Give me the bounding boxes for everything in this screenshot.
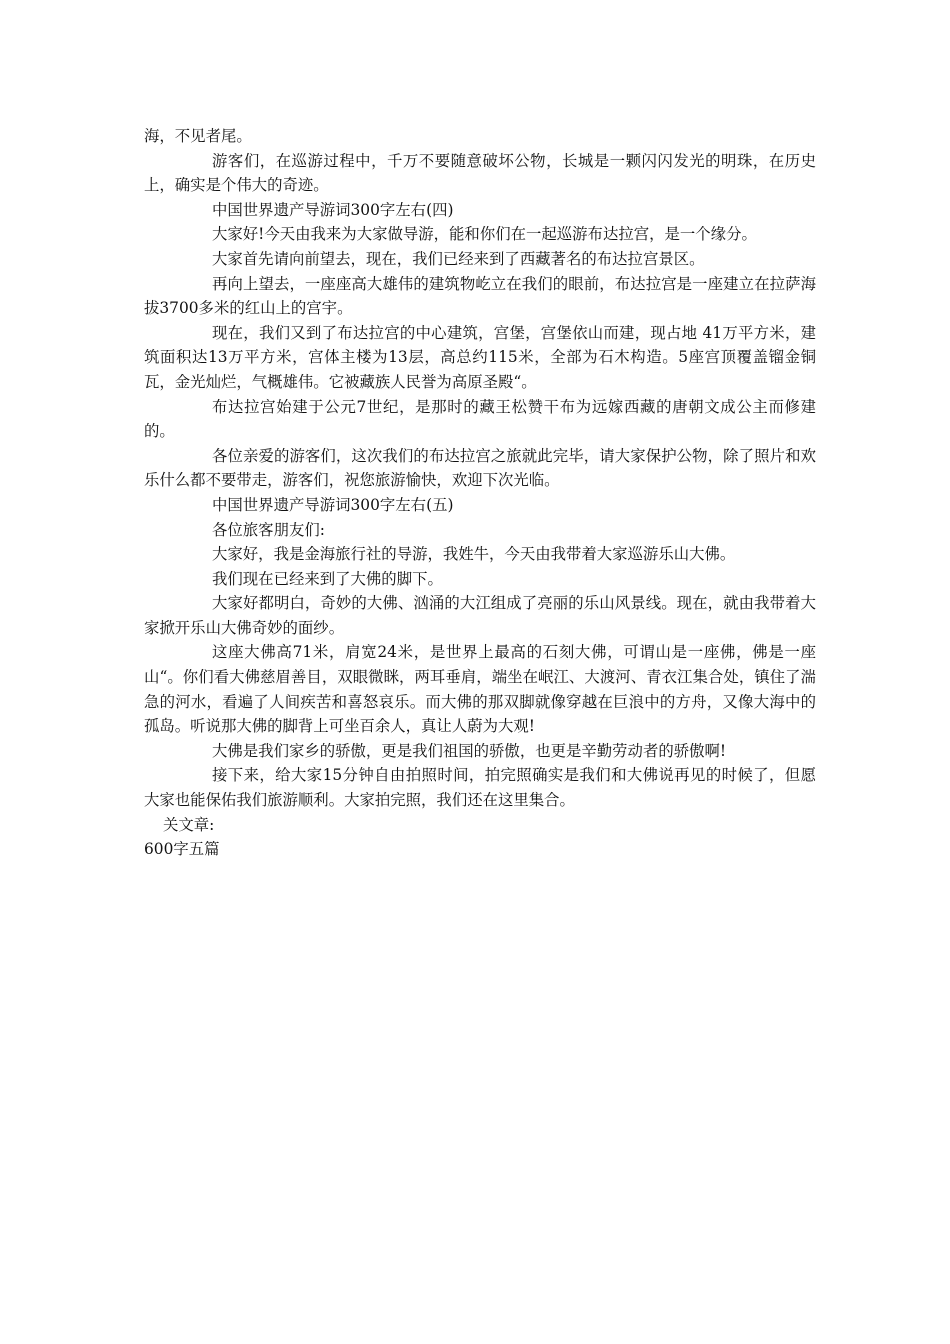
related-articles-label: 关文章:	[163, 815, 215, 834]
paragraph: 游客们，在巡游过程中，千万不要随意破坏公物，长城是一颗闪闪发光的明珠，在历史上，确实是个伟大的奇迹。	[144, 151, 816, 195]
paragraph: 大家好!今天由我来为大家做导游，能和你们在一起巡游布达拉宫，是一个缘分。	[212, 225, 757, 244]
section-heading: 中国世界遗产导游词300字左右(四)	[212, 200, 454, 219]
paragraph: 现在，我们又到了布达拉宫的中心建筑，宫堡，宫堡依山而建，现占地 41万平方米，建筑面积达13万平方米，宫体主楼为13层，高总约115米，全部为石木构造。5座宫顶覆盖镏金铜瓦，金光灿烂，气概雄伟。它被藏族人民誉为高原圣殿“。	[144, 323, 816, 391]
paragraph: 海，不见者尾。	[144, 127, 252, 145]
paragraph: 各位亲爱的游客们，这次我们的布达拉宫之旅就此完毕，请大家保护公物，除了照片和欢乐什么都不要带走，游客们，祝您旅游愉快，欢迎下次光临。	[144, 446, 816, 490]
related-article-link[interactable]: 600字五篇	[144, 840, 220, 859]
paragraph: 大家好都明白，奇妙的大佛、汹涌的大江组成了亮丽的乐山风景线。现在，就由我带着大家掀开乐山大佛奇妙的面纱。	[144, 594, 816, 637]
paragraph: 大佛是我们家乡的骄傲，更是我们祖国的骄傲，也更是辛勤劳动者的骄傲啊!	[212, 741, 727, 760]
paragraph: 接下来，给大家15分钟自由拍照时间，拍完照确实是我们和大佛说再见的时候了，但愿大家也能保佑我们旅游顺利。大家拍完照，我们还在这里集合。	[144, 766, 816, 810]
paragraph: 这座大佛高71米，肩宽24米，是世界上最高的石刻大佛，可谓山是一座佛，佛是一座山“。你们看大佛慈眉善目，双眼微眯，两耳垂肩，端坐在岷江、大渡河、青衣江集合处，镇住了湍急的河水，看遍了人间疾苦和喜怒哀乐。而大佛的那双脚就像穿越在巨浪中的方舟，又像大海中的孤岛。听说那大佛的脚背上可坐百余人，真让人蔚为大观!	[144, 643, 816, 736]
paragraph: 我们现在已经来到了大佛的脚下。	[212, 569, 443, 588]
paragraph: 布达拉宫始建于公元7世纪，是那时的藏王松赞干布为远嫁西藏的唐朝文成公主而修建的。	[144, 397, 816, 441]
document-body	[144, 124, 816, 862]
paragraph: 大家好，我是金海旅行社的导游，我姓牛，今天由我带着大家巡游乐山大佛。	[212, 545, 736, 564]
paragraph: 各位旅客朋友们:	[212, 520, 325, 539]
paragraph: 再向上望去，一座座高大雄伟的建筑物屹立在我们的眼前，布达拉宫是一座建立在拉萨海拔3700多米的红山上的宫宇。	[144, 274, 816, 318]
section-heading: 中国世界遗产导游词300字左右(五)	[212, 495, 454, 514]
paragraph: 大家首先请向前望去，现在，我们已经来到了西藏著名的布达拉宫景区。	[212, 249, 705, 268]
